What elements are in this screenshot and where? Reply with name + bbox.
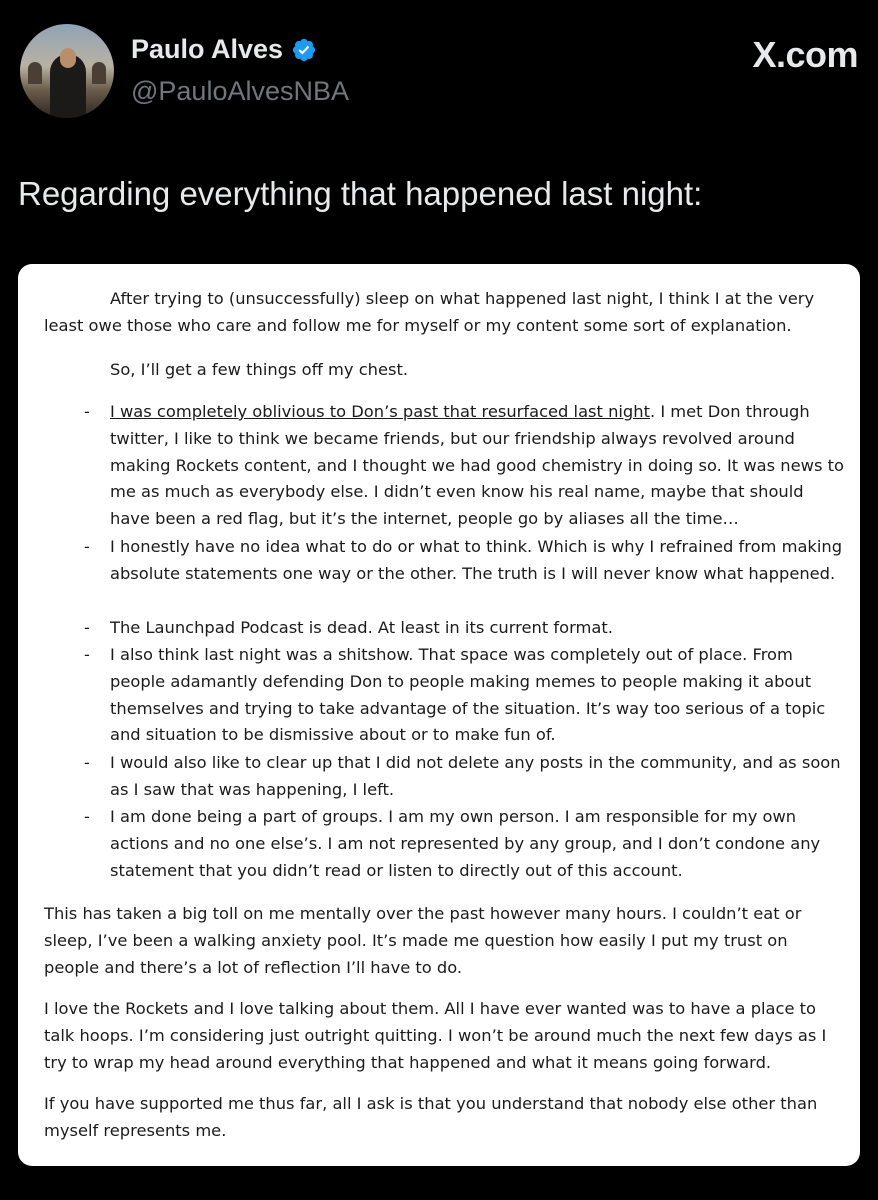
avatar-arch-decoration: [28, 62, 42, 84]
author-name[interactable]: Paulo Alves: [131, 34, 284, 64]
list-item: [44, 534, 844, 588]
list-item: [44, 804, 844, 884]
x-logo: X.com: [752, 34, 858, 75]
list-item: [44, 750, 844, 804]
list-item: [44, 399, 844, 533]
avatar-face: [60, 48, 76, 68]
bullet-text: I also think last night was a shitshow. That space was completely out of place. From people adamantly defending Don to people making memes to people making it about themselves and trying to take advantage of the situation. It’s way too serious of a topic and situation to be dismissive about or to make fun of.: [110, 645, 826, 745]
bullet-text: I was completely oblivious to Don’s past that resurfaced last night. I met Don through twitter, I like to think we became friends, but our friendship always revolved around making Rockets content, and I thought we had good chemistry in doing so. It was news to me as much as everybody else. I didn’t even know his real name, maybe that should have been a red flag, but it’s the internet, people go by aliases all the time…: [110, 402, 844, 529]
list-item: [44, 615, 844, 642]
bullet-dash: -: [84, 537, 90, 556]
tweet-header: [20, 24, 860, 124]
avatar[interactable]: [20, 24, 114, 118]
doc-paragraph: I love the Rockets and I love talking about them. All I have ever wanted was to have a place to talk hoops. I’m considering just outright quitting. I won’t be around much the next few days as I try to wrap my head around everything that happened and what it means going forward.: [44, 999, 827, 1072]
bullet-dash: -: [84, 753, 90, 772]
bullet-text: I honestly have no idea what to do or what to think. Which is why I refrained from making absolute statements one way or the other. The truth is I will never know what happened.: [110, 537, 843, 583]
bullet-text: I would also like to clear up that I did not delete any posts in the community, and as soon as I saw that was happening, I left.: [110, 753, 841, 799]
tweet-text: Regarding everything that happened last night:: [18, 175, 703, 212]
avatar-arch-decoration: [92, 62, 106, 84]
attached-image-document[interactable]: [18, 264, 860, 1166]
bullet-dash: -: [84, 645, 90, 664]
author-handle[interactable]: @PauloAlvesNBA: [131, 76, 350, 106]
doc-lead: So, I’ll get a few things off my chest.: [110, 360, 409, 379]
doc-paragraph: If you have supported me thus far, all I ask is that you understand that nobody else other than myself represents me.: [44, 1094, 818, 1140]
bullet-text: I am done being a part of groups. I am my own person. I am responsible for my own actions and no one else’s. I am not represented by any group, and I don’t condone any statement that you didn’t read or listen to directly out of this account.: [110, 807, 821, 880]
author-name-row: [131, 34, 317, 65]
bullet-dash: -: [84, 807, 90, 826]
bullet-dash: -: [84, 618, 90, 637]
doc-intro: After trying to (unsuccessfully) sleep on what happened last night, I think I at the very least owe those who care and follow me for myself or my content some sort of explanation.: [44, 289, 815, 335]
list-item: [44, 642, 844, 749]
underlined-text: I was completely oblivious to Don’s past that resurfaced last night: [110, 402, 650, 421]
bullet-dash: -: [84, 402, 90, 421]
verified-badge-icon: [291, 37, 317, 63]
bullet-text: The Launchpad Podcast is dead. At least in its current format.: [110, 618, 613, 637]
doc-paragraph: This has taken a big toll on me mentally over the past however many hours. I couldn’t eat or sleep, I’ve been a walking anxiety pool. It’s made me question how easily I put my trust on people and there’s a lot of reflection I’ll have to do.: [44, 904, 802, 977]
